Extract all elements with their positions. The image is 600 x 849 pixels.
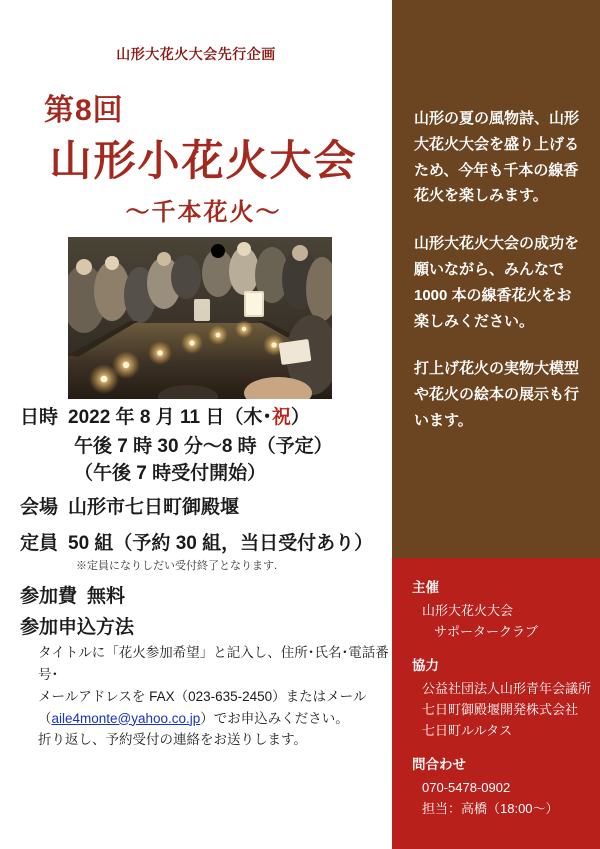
support-heading: 協力 bbox=[412, 658, 439, 674]
apply-body bbox=[38, 642, 392, 751]
apply-line-2: メールアドレスを FAX（023-635-2450）またはメール bbox=[38, 688, 367, 704]
datetime-value-text: 2022 年 8 月 11 日（木･ bbox=[68, 407, 272, 428]
capacity-value: 50 組（予約 30 組，当日受付あり） bbox=[68, 533, 374, 554]
page-title: 山形小花火大会 bbox=[49, 137, 358, 184]
organizer-line-2: サポータークラブ bbox=[434, 624, 539, 640]
description-paragraph-2: 山形大花火大会の成功を願いながら、みんなで 1000 本の線香花火をお楽しみください。 bbox=[414, 235, 580, 330]
time-line: 午後 7 時 30 分〜8 時（予定） bbox=[74, 436, 333, 457]
apply-line-1: タイトルに「花火参加希望」と記入し、住所･氏名･電話番号･ bbox=[38, 645, 389, 682]
email-link[interactable]: aile4monte@yahoo.co.jp bbox=[51, 710, 201, 726]
apply-line-4: 折り返し、予約受付の連絡をお送りします。 bbox=[38, 732, 307, 748]
fee-value: 無料 bbox=[87, 586, 126, 607]
apply-heading: 参加申込方法 bbox=[20, 617, 135, 638]
fee-row bbox=[20, 581, 392, 608]
festival-photo-graphic bbox=[68, 237, 332, 399]
apply-line-3-post: ）でお申込みください。 bbox=[200, 710, 349, 726]
datetime-value-tail: ） bbox=[290, 407, 310, 428]
credits-inner bbox=[412, 576, 592, 819]
capacity-note: ※定員になりしだい受付終了となります. bbox=[76, 560, 278, 572]
contact-heading: 問合わせ bbox=[412, 757, 466, 773]
contact-phone[interactable]: 070-5478-0902 bbox=[422, 780, 511, 796]
support-item-1: 公益社団法人山形青年会議所 bbox=[422, 681, 592, 697]
credits-panel bbox=[392, 558, 600, 849]
datetime-value bbox=[68, 402, 310, 429]
page-subtitle: 〜千本花火〜 bbox=[125, 199, 282, 226]
support-item-2: 七日町御殿堰開発株式会社 bbox=[422, 702, 579, 718]
description-panel bbox=[392, 0, 600, 558]
kicker-text: 山形大花火大会先行企画 bbox=[116, 46, 276, 62]
edition-number: 第8回 bbox=[44, 94, 124, 127]
apply-line-3-pre: （ bbox=[38, 710, 52, 726]
event-details bbox=[20, 402, 392, 751]
organizer-line-1: 山形大花火大会 bbox=[422, 603, 514, 618]
datetime-row bbox=[20, 402, 392, 429]
datetime-label: 日時 bbox=[20, 407, 59, 428]
holiday-marker: 祝 bbox=[271, 407, 291, 428]
venue-label: 会場 bbox=[20, 497, 59, 518]
contact-person: 担当：高橋（18:00〜） bbox=[422, 801, 559, 817]
description-text bbox=[414, 106, 584, 456]
reception-line: （午後 7 時受付開始） bbox=[74, 463, 267, 484]
capacity-label: 定員 bbox=[20, 533, 59, 554]
venue-value: 山形市七日町御殿堰 bbox=[68, 497, 240, 518]
description-paragraph-3: 打上げ花火の実物大模型や花火の絵本の展示も行います。 bbox=[414, 360, 580, 429]
support-item-3: 七日町ルルタス bbox=[422, 723, 513, 739]
festival-photo bbox=[68, 237, 332, 399]
venue-row bbox=[20, 492, 392, 519]
description-paragraph-1: 山形の夏の風物詩、山形大花火大会を盛り上げるため、今年も千本の線香花火を楽しみます。 bbox=[414, 110, 580, 205]
organizer-heading: 主催 bbox=[412, 580, 439, 595]
apply-line-3 bbox=[38, 708, 392, 730]
fee-label: 参加費 bbox=[20, 586, 78, 607]
capacity-row bbox=[20, 528, 392, 555]
